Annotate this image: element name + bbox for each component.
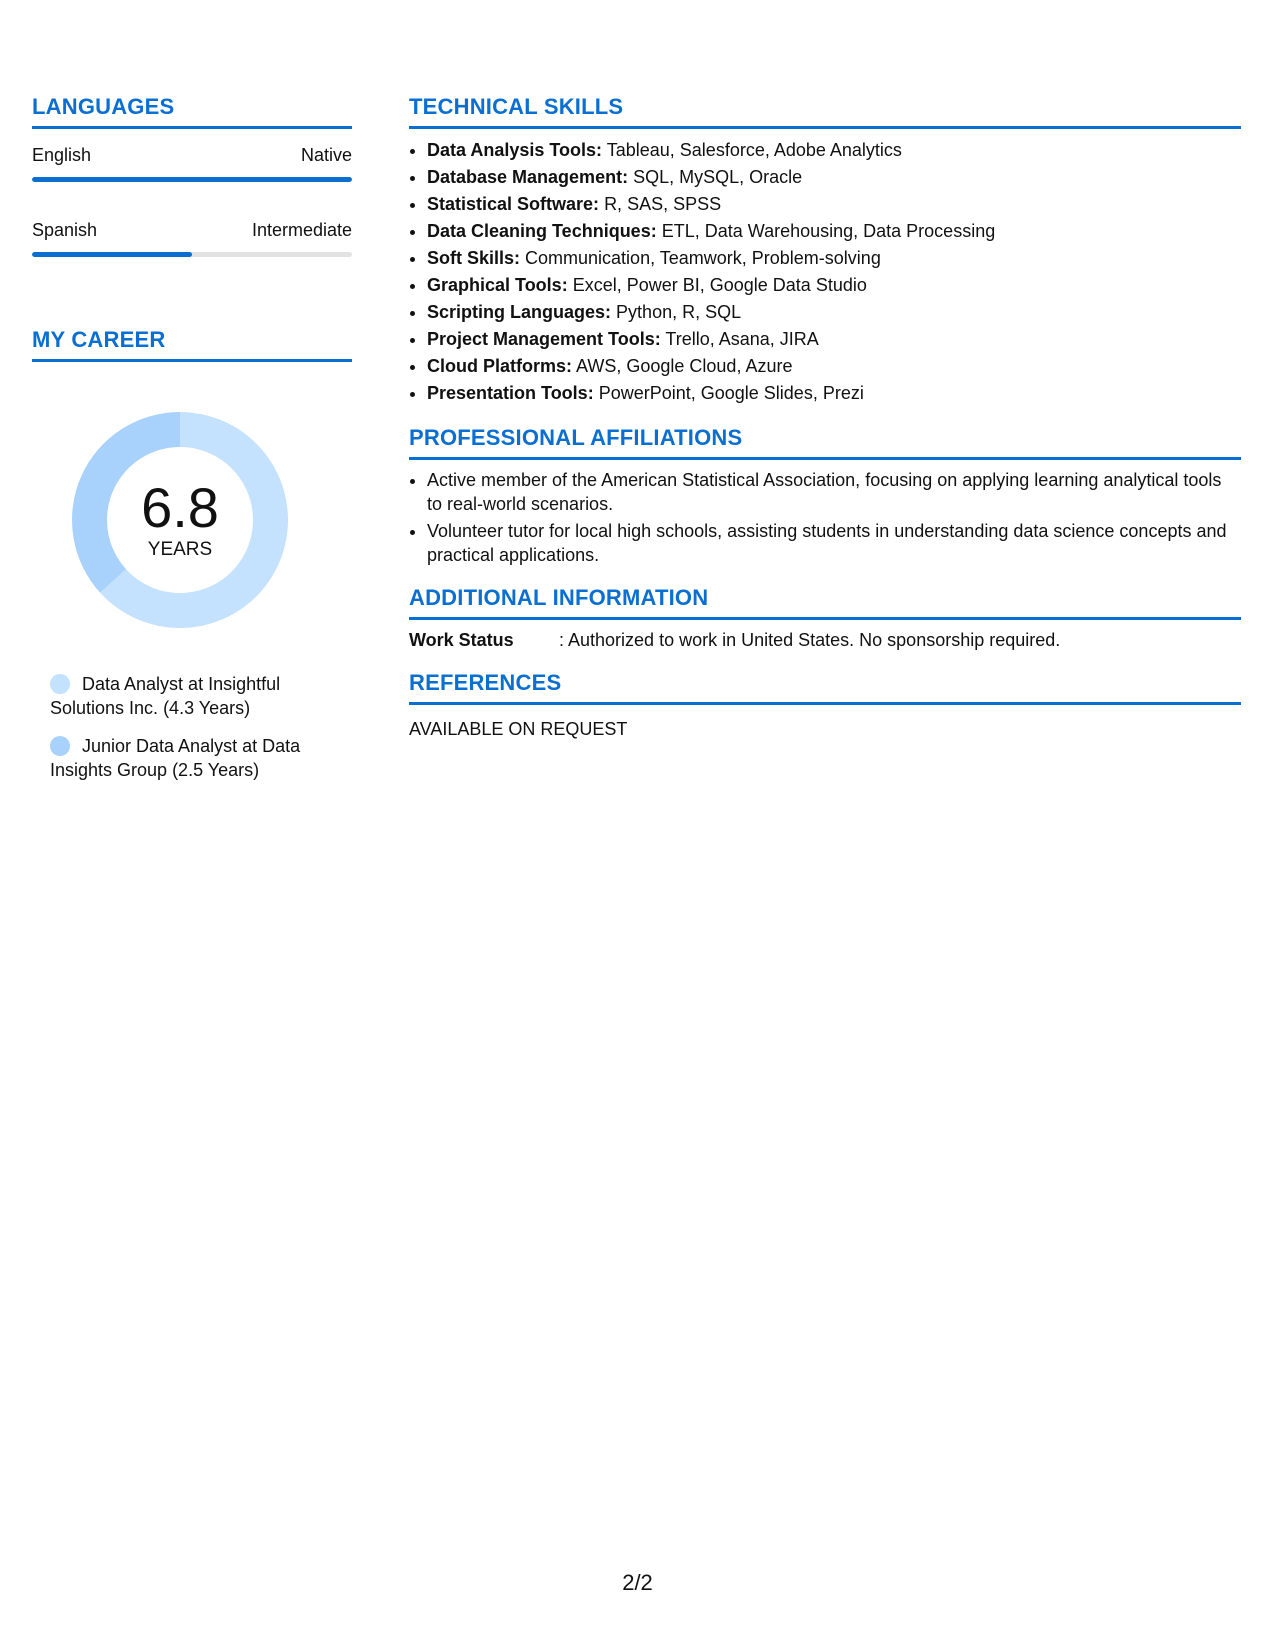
skill-item bbox=[427, 326, 1241, 353]
language-name: Spanish bbox=[32, 220, 98, 240]
skill-item bbox=[427, 191, 1241, 218]
language-item bbox=[32, 218, 352, 257]
career-legend-item bbox=[50, 734, 330, 782]
skill-value: Trello, Asana, JIRA bbox=[665, 329, 819, 349]
languages-section bbox=[32, 94, 352, 257]
donut-center bbox=[64, 404, 296, 636]
skill-label: Soft Skills: bbox=[427, 248, 521, 268]
skill-item bbox=[427, 272, 1241, 299]
legend-dot-icon bbox=[50, 674, 70, 694]
skill-label: Data Analysis Tools: bbox=[427, 140, 603, 160]
language-level: Intermediate bbox=[251, 220, 352, 240]
career-legend-label: Junior Data Analyst at Data Insights Group (2.5 Years) bbox=[50, 736, 301, 780]
language-item bbox=[32, 143, 352, 182]
skill-label: Project Management Tools: bbox=[427, 329, 661, 349]
left-column bbox=[32, 94, 352, 796]
work-status-row bbox=[409, 628, 1241, 652]
career-total-value: 6.8 bbox=[141, 476, 219, 539]
skill-value: PowerPoint, Google Slides, Prezi bbox=[598, 383, 864, 403]
skill-item bbox=[427, 164, 1241, 191]
skill-label: Presentation Tools: bbox=[427, 383, 594, 403]
skill-item bbox=[427, 245, 1241, 272]
references-title: REFERENCES bbox=[409, 670, 1241, 705]
skill-value: ETL, Data Warehousing, Data Processing bbox=[661, 221, 996, 241]
language-level: Native bbox=[300, 145, 352, 165]
skill-item bbox=[427, 218, 1241, 245]
skill-value: Communication, Teamwork, Problem-solving bbox=[525, 248, 881, 268]
page-number: 2/2 bbox=[622, 1570, 653, 1595]
skill-value: Excel, Power BI, Google Data Studio bbox=[572, 275, 867, 295]
right-column bbox=[409, 94, 1241, 759]
skill-value: AWS, Google Cloud, Azure bbox=[576, 356, 793, 376]
references-text: AVAILABLE ON REQUEST bbox=[409, 719, 628, 739]
languages-title: LANGUAGES bbox=[32, 94, 352, 129]
language-proficiency-fill bbox=[32, 252, 192, 257]
career-legend bbox=[50, 672, 330, 782]
affiliation-item: • Active member of the American Statistical Association, focusing on applying learning analytical tools to real-world scenarios. bbox=[427, 468, 1241, 516]
skill-label: Statistical Software: bbox=[427, 194, 600, 214]
language-proficiency-bar bbox=[32, 177, 352, 182]
languages-list bbox=[32, 143, 352, 257]
skill-value: R, SAS, SPSS bbox=[604, 194, 722, 214]
skill-label: Scripting Languages: bbox=[427, 302, 612, 322]
affiliation-item: • Volunteer tutor for local high schools, assisting students in understanding data science concepts and practical applications. bbox=[427, 519, 1241, 567]
work-status-value: : Authorized to work in United States. No sponsorship required. bbox=[559, 630, 1061, 650]
references-section bbox=[409, 670, 1241, 741]
career-total-unit: YEARS bbox=[147, 539, 213, 560]
skill-label: Database Management: bbox=[427, 167, 629, 187]
language-name: English bbox=[32, 145, 92, 165]
skill-value: SQL, MySQL, Oracle bbox=[633, 167, 803, 187]
additional-info-title: ADDITIONAL INFORMATION bbox=[409, 585, 1241, 620]
career-donut-chart bbox=[64, 404, 296, 636]
skill-item bbox=[427, 353, 1241, 380]
skill-item bbox=[427, 137, 1241, 164]
technical-skills-title: TECHNICAL SKILLS bbox=[409, 94, 1241, 129]
technical-skills-section bbox=[409, 94, 1241, 407]
skill-value: Tableau, Salesforce, Adobe Analytics bbox=[606, 140, 902, 160]
work-status-label: Work Status bbox=[409, 630, 514, 650]
skill-label: Cloud Platforms: bbox=[427, 356, 573, 376]
affiliations-list bbox=[409, 468, 1241, 567]
technical-skills-list bbox=[409, 137, 1241, 407]
language-proficiency-fill bbox=[32, 177, 352, 182]
additional-info-section bbox=[409, 585, 1241, 652]
career-legend-label: Data Analyst at Insightful Solutions Inc. (4.3 Years) bbox=[50, 674, 281, 718]
affiliations-title: PROFESSIONAL AFFILIATIONS bbox=[409, 425, 1241, 460]
skill-item bbox=[427, 299, 1241, 326]
skill-item bbox=[427, 380, 1241, 407]
career-section bbox=[32, 327, 352, 782]
legend-dot-icon bbox=[50, 736, 70, 756]
career-legend-item bbox=[50, 672, 330, 720]
skill-label: Data Cleaning Techniques: bbox=[427, 221, 657, 241]
skill-value: Python, R, SQL bbox=[616, 302, 742, 322]
language-proficiency-bar bbox=[32, 252, 352, 257]
skill-label: Graphical Tools: bbox=[427, 275, 568, 295]
career-title: MY CAREER bbox=[32, 327, 352, 362]
affiliations-section bbox=[409, 425, 1241, 567]
